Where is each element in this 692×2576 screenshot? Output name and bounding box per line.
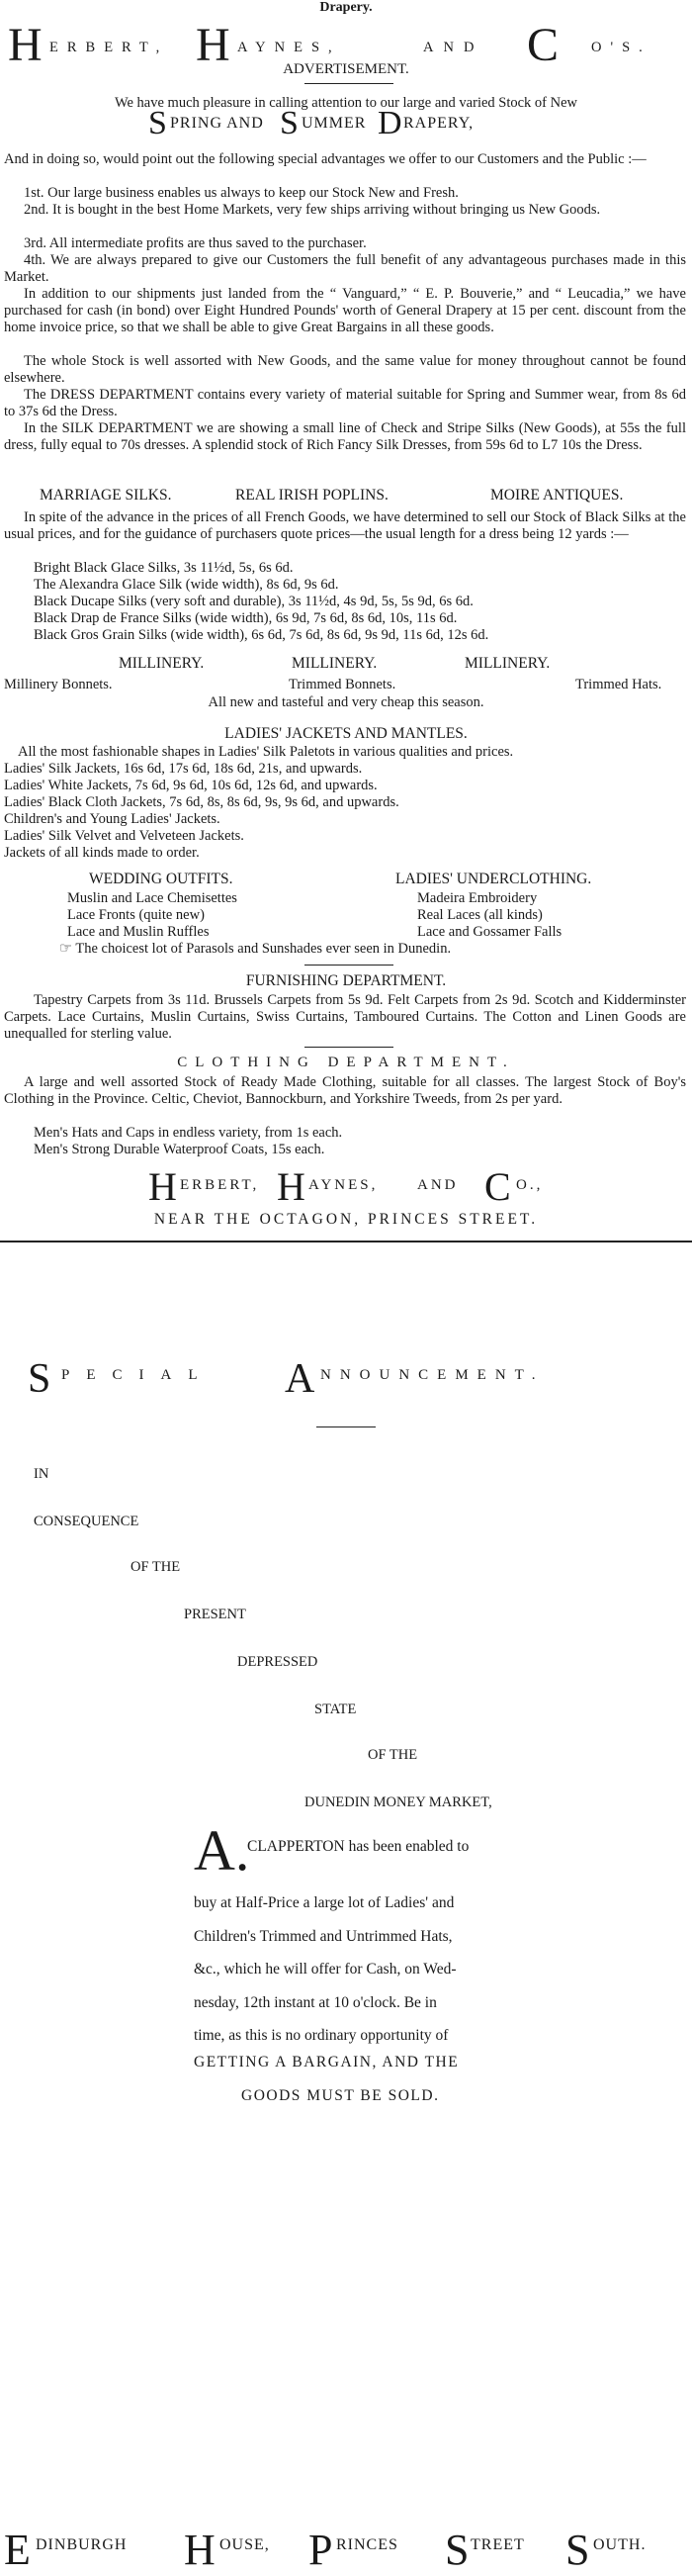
title-initial: C <box>527 19 560 71</box>
list-item: Men's Hats and Caps in endless variety, from 1s each. <box>34 1125 343 1141</box>
p-dress: The DRESS DEPARTMENT contains every variety of material suitable for Spring and Summer wear, from 8s 6d to 37s 6d the Dress. <box>4 387 686 419</box>
cascade-line: IN <box>34 1466 49 1482</box>
list-item: Lace Fronts (quite new) <box>67 907 205 923</box>
title-word: ERBERT, <box>49 40 169 55</box>
footer-initial: H <box>184 2526 216 2574</box>
under-heading: LADIES' UNDERCLOTHING. <box>395 871 592 887</box>
season-initial: S <box>280 105 299 141</box>
title-initial: H <box>196 19 230 71</box>
p-clothing: A large and well assorted Stock of Ready Made Clothing, suitable for all classes. The largest Stock of Boy's Clothing in the Province. Celtic, Cheviot, Bannockburn, and Yorkshire Tweeds, from 2s per yard. <box>4 1074 686 1107</box>
ad2-body <box>194 1886 457 2053</box>
cascade-line: DUNEDIN MONEY MARKET, <box>304 1794 492 1810</box>
millinery-item: Millinery Bonnets. <box>4 677 113 692</box>
closing-line-1: GETTING A BARGAIN, AND THE <box>194 2054 460 2070</box>
list-item: Men's Strong Durable Waterproof Coats, 15s each. <box>34 1142 325 1157</box>
body-first-line: CLAPPERTON has been enabled to <box>247 1838 470 1855</box>
divider <box>304 1047 393 1048</box>
p-shipments: In addition to our shipments just landed from the “ Vanguard,” “ E. P. Bouverie,” and “ Leucadia,” we have purchased for cash (in bond) over Eight Hundred Pounds' worth of General Drapery at 15 per cent. discount from the home invoice price, so that we shall be able to give Great Bargains in all these goods. <box>4 286 686 335</box>
signoff-initial: H <box>148 1164 177 1209</box>
list-item: Ladies' Silk Velvet and Velveteen Jackets. <box>4 828 244 844</box>
silks-heading: MARRIAGE SILKS. <box>40 487 172 504</box>
silk-list <box>34 560 488 644</box>
p-advantages: And in doing so, would point out the following special advantages we offer to our Customers and the Public :— <box>4 151 647 167</box>
list-item: Lace and Muslin Ruffles <box>67 924 210 940</box>
title-initial: A <box>285 1356 315 1402</box>
under-list <box>417 890 562 941</box>
advantage-3: 3rd. All intermediate profits are thus saved to the purchaser. <box>24 235 367 251</box>
footer-initial: P <box>308 2526 333 2574</box>
body-line: time, as this is no ordinary opportunity of <box>194 2027 449 2044</box>
silks-heading: MOIRE ANTIQUES. <box>490 487 624 504</box>
cascade-line: OF THE <box>130 1559 181 1575</box>
signoff-initial: H <box>277 1164 305 1209</box>
footer-initial: S <box>565 2526 590 2574</box>
footer-word: TREET <box>471 2536 525 2553</box>
signoff-word: ERBERT, <box>180 1177 260 1193</box>
silks-heading: REAL IRISH POPLINS. <box>235 487 389 504</box>
title-word: AYNES, <box>237 40 341 55</box>
list-item: Ladies' Silk Jackets, 16s 6d, 17s 6d, 18s 6d, 21s, and upwards. <box>4 761 363 777</box>
millinery-heading: MILLINERY. <box>465 655 551 672</box>
closing-line-2: GOODS MUST BE SOLD. <box>241 2087 440 2104</box>
drop-initial: A. <box>194 1818 250 1883</box>
list-item: Ladies' Black Cloth Jackets, 7s 6d, 8s, 8s 6d, 9s, 9s 6d, and upwards. <box>4 794 399 810</box>
millinery-items <box>0 677 692 694</box>
furnishing-heading: FURNISHING DEPARTMENT. <box>245 972 447 989</box>
cascade-line: DEPRESSED <box>237 1654 318 1670</box>
list-item: All the most fashionable shapes in Ladies' Silk Paletots in various qualities and prices. <box>18 744 514 760</box>
list-item: Muslin and Lace Chemisettes <box>67 890 237 906</box>
wedding-list <box>67 890 237 941</box>
millinery-headings <box>0 655 692 677</box>
advantage-2: 2nd. It is bought in the best Home Markets, very few ships arriving without bringing us New Goods. <box>24 202 601 218</box>
ad1-address: NEAR THE OCTAGON, PRINCES STREET. <box>153 1211 539 1228</box>
list-item: Black Gros Grain Silks (wide width), 6s 6d, 7s 6d, 8s 6d, 9s 9d, 11s 6d, 12s 6d. <box>34 627 489 643</box>
p-stock: The whole Stock is well assorted with New Goods, and the same value for money throughout cannot be found elsewhere. <box>4 353 686 386</box>
divider <box>316 1426 376 1427</box>
ad1-subtitle: ADVERTISEMENT. <box>283 61 409 77</box>
list-item: Bright Black Glace Silks, 3s 11½d, 5s, 6s 6d. <box>34 560 294 576</box>
ad2-title <box>28 1355 680 1405</box>
cascade-line: OF THE <box>368 1747 418 1763</box>
list-item: Madeira Embroidery <box>417 890 538 906</box>
intro: We have much pleasure in calling attention to our large and varied Stock of New <box>114 95 578 111</box>
signoff-word: O., <box>516 1177 544 1193</box>
ad1-signoff <box>148 1163 593 1209</box>
season-initial: D <box>378 105 402 141</box>
cascade-line: CONSEQUENCE <box>34 1514 139 1529</box>
list-item: Black Ducape Silks (very soft and durable), 3s 11½d, 4s 9d, 5s, 5s 9d, 6s 6d. <box>34 594 474 609</box>
millinery-item: Trimmed Hats. <box>575 677 662 692</box>
footer-word: RINCES <box>336 2536 398 2553</box>
p-silks: In spite of the advance in the prices of all French Goods, we have determined to sell our Stock of Black Silks at the usual prices, and for the guidance of purchasers quote prices—the usual length for a dress being 12 yards :— <box>4 509 686 542</box>
season-word: UMMER <box>302 115 367 132</box>
clothing-heading: CLOTHING DEPARTMENT. <box>177 1055 515 1070</box>
p-furnishing: Tapestry Carpets from 3s 11d. Brussels Carpets from 5s 9d. Felt Carpets from 2s 9d. Scotch and Kidderminster Carpets. Lace Curtains, Muslin Curtains, Swiss Curtains, Tamboured Curtains. The Cotton and Linen Goods are unequalled for sterling value. <box>4 992 686 1042</box>
list-item: The Alexandra Glace Silk (wide width), 8s 6d, 9s 6d. <box>34 577 339 593</box>
list-item: Ladies' White Jackets, 7s 6d, 9s 6d, 10s 6d, 12s 6d, and upwards. <box>4 778 378 793</box>
footer-word: DINBURGH <box>36 2536 128 2553</box>
footer-word: OUTH. <box>593 2536 647 2553</box>
footer-initial: S <box>445 2526 470 2574</box>
title-word: AND <box>423 40 484 55</box>
p-silk: In the SILK DEPARTMENT we are showing a small line of Check and Stripe Silks (New Goods), at 55s the full dress, fully equal to 70s dresses. A splendid stock of Rich Fancy Silk Dresses, from 59s 6d to L7 10s the Dress. <box>4 420 686 453</box>
advantage-4: 4th. We are always prepared to give our Customers the full benefit of any advantageous purchases made in this Market. <box>4 252 686 285</box>
millinery-item: Trimmed Bonnets. <box>289 677 396 692</box>
parasols-note: ☞ The choicest lot of Parasols and Sunshades ever seen in Dunedin. <box>59 941 452 957</box>
title-word: NNOUNCEMENT. <box>320 1367 545 1383</box>
separator-rule <box>0 1241 692 1242</box>
body-line: nesday, 12th instant at 10 o'clock. Be in <box>194 1993 437 2011</box>
body-line: Children's Trimmed and Untrimmed Hats, <box>194 1927 453 1945</box>
footer-heading <box>0 2523 692 2576</box>
list-item: Black Drap de France Silks (wide width), 6s 9d, 7s 6d, 8s 6d, 10s, 11s 6d. <box>34 610 458 626</box>
jackets-heading: LADIES' JACKETS AND MANTLES. <box>224 725 468 742</box>
millinery-heading: MILLINERY. <box>292 655 378 672</box>
title-initial: H <box>8 19 43 71</box>
footer-word: OUSE, <box>219 2536 270 2553</box>
body-line: &c., which he will offer for Cash, on Wed- <box>194 1961 457 1978</box>
list-item: Lace and Gossamer Falls <box>417 924 562 940</box>
signoff-initial: C <box>484 1164 511 1209</box>
footer-initial: E <box>4 2526 31 2574</box>
page-header: Drapery. <box>319 0 373 15</box>
clothing-list <box>34 1125 342 1158</box>
cascade-line: PRESENT <box>184 1607 246 1622</box>
title-word: O'S. <box>591 40 651 55</box>
title-word: PECIAL <box>61 1367 215 1383</box>
list-item: Jackets of all kinds made to order. <box>4 845 200 861</box>
millinery-heading: MILLINERY. <box>119 655 205 672</box>
advantage-1: 1st. Our large business enables us always to keep our Stock New and Fresh. <box>24 185 459 201</box>
jackets-list <box>4 744 686 862</box>
divider <box>304 965 393 966</box>
divider <box>304 83 393 84</box>
silks-headings <box>0 487 692 508</box>
season-word: RAPERY, <box>403 115 475 132</box>
list-item: Real Laces (all kinds) <box>417 907 543 923</box>
body-line: buy at Half-Price a large lot of Ladies' and <box>194 1894 455 1911</box>
signoff-word: AYNES, <box>308 1177 379 1193</box>
season-title <box>148 105 623 144</box>
signoff-word: AND <box>417 1177 459 1193</box>
list-item: Children's and Young Ladies' Jackets. <box>4 811 220 827</box>
millinery-note: All new and tasteful and very cheap this season. <box>208 694 484 710</box>
wedding-heading: WEDDING OUTFITS. <box>89 871 233 887</box>
title-initial: S <box>28 1356 51 1402</box>
cascade-line: STATE <box>314 1702 357 1717</box>
season-word: PRING AND <box>170 115 264 132</box>
season-initial: S <box>148 105 167 141</box>
